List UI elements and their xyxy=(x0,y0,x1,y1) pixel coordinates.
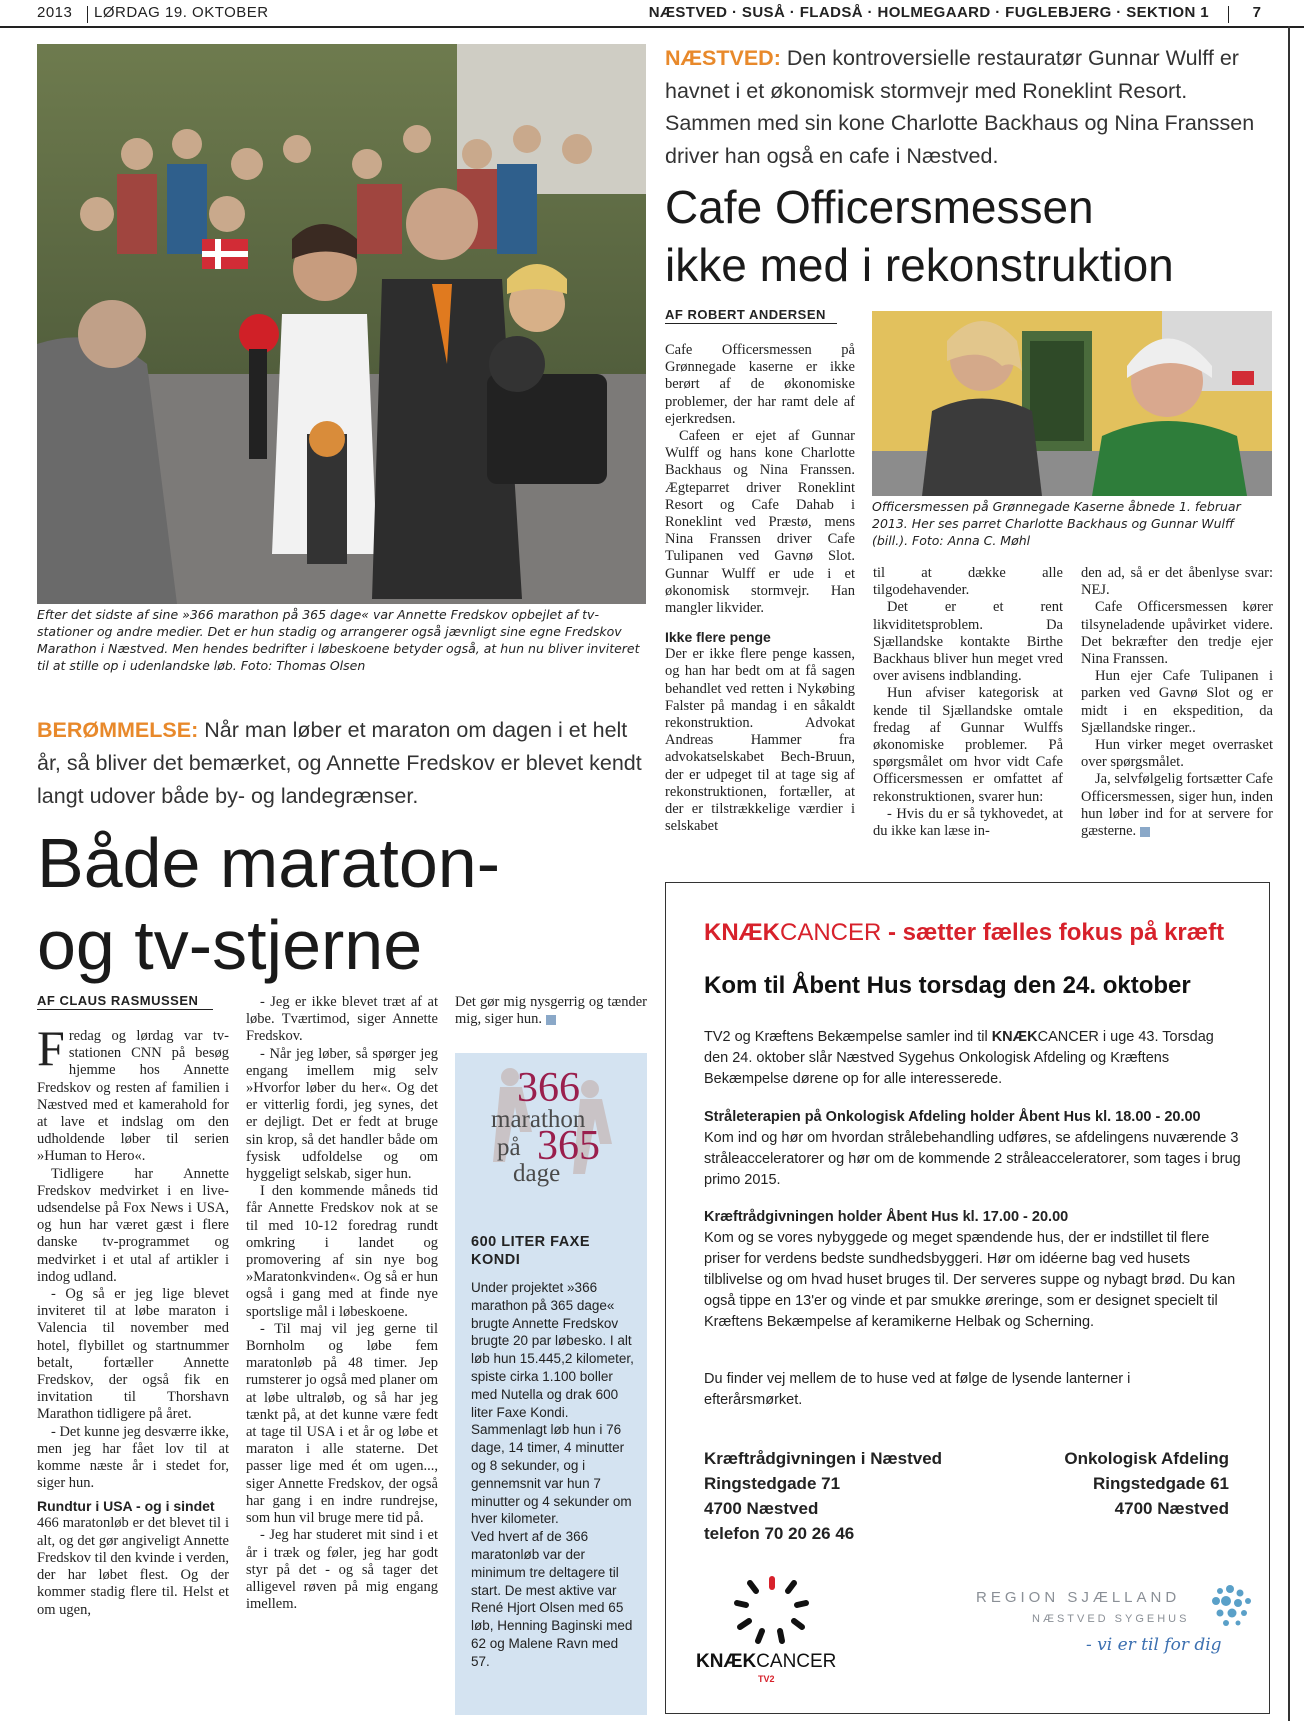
left-col2-para-0: - Jeg er ikke blevet træt af at løbe. Tværtimod, siger Annette Fredskov. xyxy=(246,994,438,1045)
ad-section1 xyxy=(704,1107,1244,1191)
header-divider xyxy=(87,6,88,23)
header-section: NÆSTVED · SUSÅ · FLADSÅ · HOLMEGAARD · FUGLEBJERG · SEKTION 1 xyxy=(648,4,1209,21)
factbox xyxy=(455,1053,647,1715)
left-lead-text: Når man løber et maraton om dagen i et helt år, så bliver det bemærket, og Annette Fredskov er blevet kendt langt udover både by- og landegrænser. xyxy=(37,718,642,808)
left-col2-para-3: - Til maj vil jeg gerne til Bornholm og løbe fem maratonløb på 48 timer. Jep rumsterer jo også med planer om at løbe ultraløb, og så har jeg tænkt på, at det kunne være fedt at tage til USA i et år og løbe et maraton i alle staterne. Det passer lige med ét om ugen..., siger Annette Fredskov, der også har gang i en indre rundrejse, som hun vil bruge mere tid på. xyxy=(246,1320,438,1527)
region-sjaelland-logo xyxy=(976,1583,1266,1693)
knaek-cancer-ad xyxy=(665,882,1270,1714)
left-headline-line2: og tv-stjerne xyxy=(37,906,423,984)
right-col3-para-3: Hun virker meget overrasket over spørgsmålet. xyxy=(1081,737,1273,771)
ad-section2-text: Kom og se vores nybyggede og meget spændende hus, der er indstillet til flere priser for verdens bedste sundhedsbyggeri. Hør om idéerne bag ved husets tilblivelse og om hvad huset bruges til. Der serveres suppe og nybagt brød. Du kan også tippe en 13'er og vinde et par smukke øreringe, som er designet specielt til Kræftens Bekæmpelse af keramikerne Helbak og Scherning. xyxy=(704,1230,1236,1330)
header-date: LØRDAG 19. OKTOBER xyxy=(94,4,269,21)
ad-section1-text: Kom ind og hør om hvordan strålebehandling udføres, se afdelingens nuværende 3 stråleacceleratorer og hør om de kommende 2 stråleacceleratorer, som tages i brug primo 2015. xyxy=(704,1130,1241,1188)
logo-tv2-mark: TV2 xyxy=(758,1674,775,1684)
right-col3-para-1: Cafe Officersmessen kører tilsyneladende upåvirket videre. Det bekræfter den tredje ejer Nina Franssen. xyxy=(1081,599,1273,668)
left-article-column-1 xyxy=(37,1020,229,1619)
left-photo-caption: Efter det sidste af sine »366 marathon på 365 dage« var Annette Fredskov opbejlet af tv-stationer og andre medier. Det er hun stadig og arrangerer også jævnligt sine egne Fredskov Marathon i Næstved. Men hendes bedrifter i løbeskoene betyder også, at hun nu bliver inviteret til at stille op i udenlandske løb. Foto: Thomas Olsen xyxy=(37,607,640,673)
ad-directions: Du finder vej mellem de to huse ved at følge de lysende lanterner i efterårsmørket. xyxy=(704,1371,1131,1408)
region-logo-line1: REGION SJÆLLAND xyxy=(976,1589,1181,1606)
starburst-icon xyxy=(696,1573,876,1663)
ad-section2-title: Kræftrådgivningen holder Åbent Hus kl. 17.00 - 20.00 xyxy=(704,1209,1069,1225)
factbox-para-0: Under projektet »366 marathon på 365 dage« brugte Annette Fredskov brugte 20 par løbesko. I alt løb hun 15.445,2 kilometer, spiste cirka 1.100 boller med Nutella og drak 600 liter Faxe Kondi. xyxy=(471,1280,634,1420)
right-lead-text: Den kontroversielle restauratør Gunnar Wulff er havnet i et økonomisk stormvejr med Roneklint Resort. Sammen med sin kone Charlotte Backhaus og Nina Franssen driver han også en cafe i Næstved. xyxy=(665,46,1255,168)
ad-brand-bold: KNÆK xyxy=(704,919,780,946)
right-kicker: NÆSTVED: xyxy=(665,46,781,70)
left-headline xyxy=(37,822,657,986)
left-headline-line1: Både maraton- xyxy=(37,824,501,902)
right-photo-caption: Officersmessen på Grønnegade Kaserne åbnede 1. februar 2013. Her ses parret Charlotte Backhaus og Gunnar Wulff (bill.). Foto: Anna C. Møhl xyxy=(872,499,1241,548)
right-lead xyxy=(665,42,1277,172)
right-col3-para-0: den ad, så er det åbenlyse svar: NEJ. xyxy=(1081,565,1273,599)
left-col1-subhead: Rundtur i USA - og i sindet xyxy=(37,1498,215,1515)
crowd-scene-illustration xyxy=(37,44,646,604)
right-headline-line1: Cafe Officersmessen xyxy=(665,181,1094,233)
left-lead xyxy=(37,714,645,813)
end-mark-icon xyxy=(1140,827,1150,837)
factbox-body xyxy=(471,1279,639,1671)
marathon-runner-photo xyxy=(37,44,646,604)
factbox-para-1: Sammenlagt løb hun i 76 dage, 14 timer, 4 minutter og 8 sekunder, og i gennemsnit var hun 7 minutter og 4 sekunder om hver kilometer. xyxy=(471,1422,632,1527)
region-logo-script: - vi er til for dig xyxy=(1086,1635,1222,1655)
knaek-cancer-logo xyxy=(696,1573,876,1703)
right-col3-para-4: Ja, selvfølgelig fortsætter Cafe Officersmessen, siger hun, inden hun løber ind for at servere for gæsterne. xyxy=(1081,771,1273,840)
left-kicker: BERØMMELSE: xyxy=(37,718,199,742)
left-col3-text: Det gør mig nysgerrig og tænder mig, siger hun. xyxy=(455,994,647,1028)
logo-word-paa: på xyxy=(497,1134,521,1161)
right-col2-para-2: Hun afviser kategorisk at kende til Sjællandske omtale fredag af Gunnar Wulffs økonomiske problemer. På spørgsmålet om hvor vidt Cafe Officersmessen er omfattet af rekonstruktionen, svarer hun: xyxy=(873,685,1063,805)
drop-cap: F xyxy=(37,1020,65,1076)
right-article-column-1 xyxy=(665,342,855,835)
left-col1-para-2: - Og så er jeg lige blevet inviteret til at løbe maraton i Valencia til november med hotel, flybillet og startnummer betalt, fortæller Annette Fredskov, der også fik en invitation til Thorshavn Marathon tidligere på året. xyxy=(37,1286,229,1423)
left-article-column-2 xyxy=(246,994,438,1613)
left-col1-after: 466 maratonløb er det blevet til i alt, og det gør angiveligt Annette Fredskov til den kvinde i verden, der har løbet flest. Og der kommer stadig flere til. Helst et om ugen, xyxy=(37,1515,229,1618)
left-col2-para-1: - Når jeg løber, så spørger jeg engang imellem mig selv »Hvorfor løber du her«. Og det er vitterlig fordi, jeg synes, det er dejligt. Det er fedt at bruge sin krop, så det handler både om fysisk udfoldelse og om hyggeligt selskab, siger hun. xyxy=(246,1045,438,1183)
right-col1-para-1: Cafeen er ejet af Gunnar Wulff og hans kone Charlotte Backhaus og Nina Franssen. Ægteparret driver Roneklint Resort og Cafe Dahab i Roneklint ved Præstø, mens Nina Franssen driver Cafe Tulipanen ved Gavnø Slot. Gunnar Wulff er ude i et økonomisk stormvejr. Han mangler likvider. xyxy=(665,428,855,617)
right-col2-para-0: til at dække alle tilgodehavender. xyxy=(873,565,1063,599)
logo-word-marathon: marathon xyxy=(491,1106,586,1133)
left-col1-para-3: - Det kunne jeg desværre ikke, men jeg har fået lov til at komme næste år i stedet for, siger hun. xyxy=(37,1423,229,1492)
header-divider-right xyxy=(1228,6,1229,23)
right-col1-para-0: Cafe Officersmessen på Grønnegade kaserne er ikke berørt af de økonomiske problemer, der har ramt dele af ejerkredsen. xyxy=(665,342,855,427)
ad-intro: TV2 og Kræftens Bekæmpelse samler ind til KNÆKCANCER i uge 43. Torsdag den 24. oktober slår Næstved Sygehus Onkologisk Afdeling og Kræftens Bekæmpelse dørene op for alle interesserede. xyxy=(704,1029,1214,1087)
right-byline: AF ROBERT ANDERSEN xyxy=(665,307,837,324)
ad-address-right: Onkologisk Afdeling Ringstedgade 61 4700 Næstved xyxy=(1064,1449,1229,1518)
ad-tagline: - sætter fælles fokus på kræft xyxy=(881,919,1225,946)
ad-section1-title: Stråleterapien på Onkologisk Afdeling holder Åbent Hus kl. 18.00 - 20.00 xyxy=(704,1109,1201,1125)
page-edge xyxy=(1288,26,1290,1721)
region-dots-icon xyxy=(1208,1583,1258,1633)
right-col2-para-1: Det er et rent likviditetsproblem. Da Sjællandske kontakte Birthe Backhaus bliver hun meget vred over avisens indblanding. xyxy=(873,599,1063,685)
right-col2-para-3: - Hvis du er så tykhovedet, at du ikke kan læse in- xyxy=(873,805,1063,840)
left-col1-para-1: Tidligere har Annette Fredskov medvirket i en live-udsendelse på Fox News i USA, og hun har været gæst i flere danske tv-programmet og medvirket i et utal af artikler i indog udland. xyxy=(37,1165,229,1285)
ad-section2 xyxy=(704,1207,1244,1333)
left-byline: AF CLAUS RASMUSSEN xyxy=(37,993,213,1010)
right-headline xyxy=(665,178,1285,294)
left-col2-para-4: - Jeg har studeret mit sind i et år i træk og føler, jeg har godt styr på det - og så tager det alligevel røven på mig engang imellem. xyxy=(246,1527,438,1613)
factbox-para-2: Ved hvert af de 366 maratonløb var der minimum tre deltagere til start. De mest aktive var René Hjort Olsen med 65 løb, Henning Baginski med 62 og Malene Ravn med 57. xyxy=(471,1529,633,1669)
factbox-title: 600 LITER FAXE KONDI xyxy=(471,1234,591,1268)
right-col3-para-2: Hun ejer Cafe Tulipanen i parken ved Gavnø Slot og er midt i en ekspedition, da Sjællandske ringer.. xyxy=(1081,668,1273,736)
right-article-column-3 xyxy=(1081,565,1273,840)
right-article-column-2 xyxy=(873,565,1063,840)
page-header xyxy=(37,4,1269,26)
ad-brand-line xyxy=(704,919,1224,947)
header-year: 2013 xyxy=(37,4,73,21)
ad-brand-rest: CANCER xyxy=(780,919,882,946)
couple-illustration xyxy=(872,311,1272,496)
logo-knaek-cancer-text: KNÆKCANCER xyxy=(696,1651,837,1672)
logo-number-366: 366 xyxy=(517,1065,580,1111)
header-rule xyxy=(0,26,1304,28)
page-number: 7 xyxy=(1252,4,1261,21)
cafe-owners-photo xyxy=(872,311,1272,496)
ad-address-left: Kræftrådgivningen i Næstved Ringstedgade 71 4700 Næstved telefon 70 20 26 46 xyxy=(704,1449,943,1543)
logo-word-dage: dage xyxy=(513,1160,561,1187)
right-headline-line2: ikke med i rekonstruktion xyxy=(665,239,1174,291)
left-col1-para-0: Fredag og lørdag var tv-stationen CNN på besøg hjemme hos Annette Fredskov og resten af familien i Næstved med et kamerahold for at lave et indslag om den udholdende løber til serien »Human to Hero«. xyxy=(37,1020,229,1165)
ad-headline: Kom til Åbent Hus torsdag den 24. oktober xyxy=(704,972,1191,999)
logo-number-365: 365 xyxy=(537,1123,600,1169)
left-article-column-3 xyxy=(455,994,647,1028)
left-col2-para-2: I den kommende måneds tid får Annette Fredskov nok at se til med 10-12 foredrag rundt omkring i landet og promovering af sin nye bog »Maratonkvinden«. Og så er hun også i gang med at finde nye sportslige mål i løbeskoene. xyxy=(246,1183,438,1320)
end-mark-icon xyxy=(546,1015,556,1025)
right-col1-after: Der er ikke flere penge kassen, og han har bedt om at få sagen behandlet ved retten i Nykøbing Falster på mandag i en såkaldt rekonstruktion. Advokat Andreas Hammer fra advokatselskabet Bech-Bruun, der er udpeget til at tage sig af rekonstruktionen, fortæller, at der er tilstrækkelige værdier i selskabet xyxy=(665,646,855,835)
region-logo-line2: NÆSTVED SYGEHUS xyxy=(1032,1613,1190,1625)
right-col1-subhead: Ikke flere penge xyxy=(665,629,771,646)
